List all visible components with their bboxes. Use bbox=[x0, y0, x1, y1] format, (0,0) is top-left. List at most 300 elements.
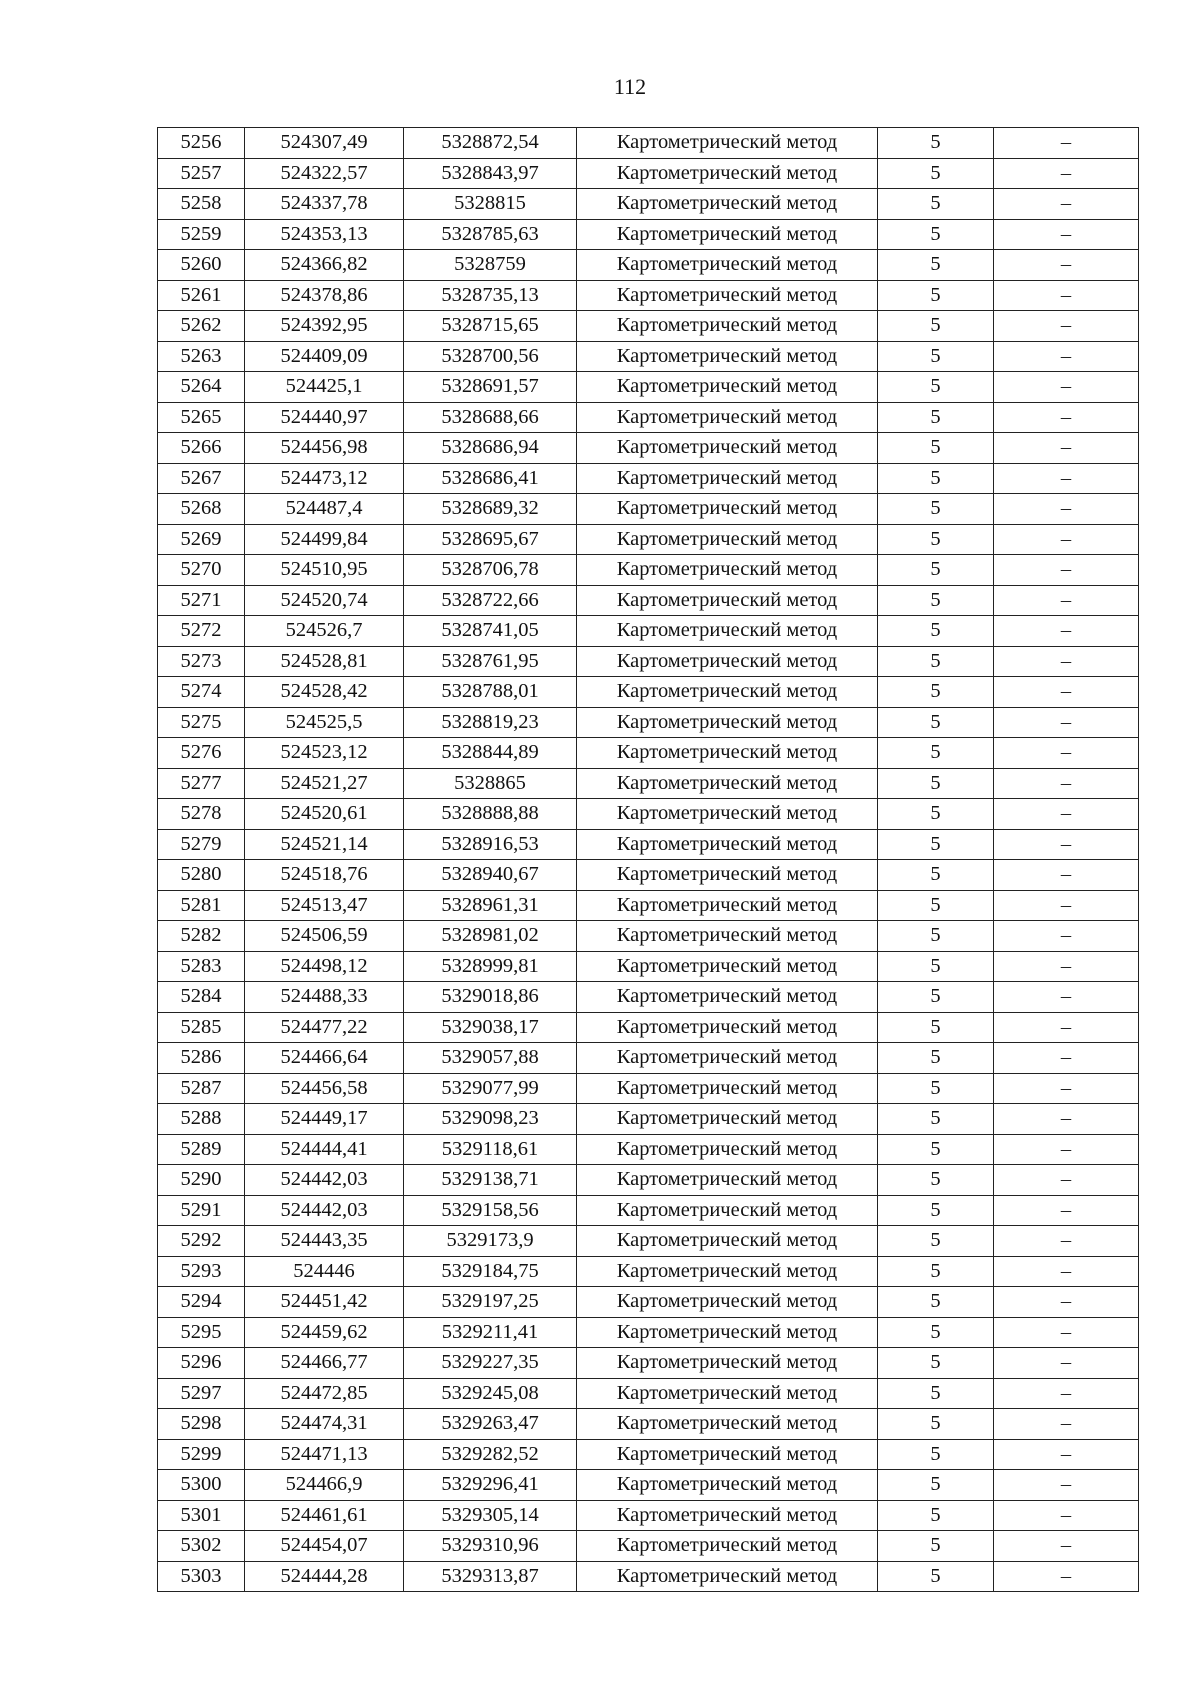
table-row bbox=[158, 1165, 1139, 1196]
note-cell: – bbox=[994, 1561, 1139, 1592]
y-coordinate-cell: 5328940,67 bbox=[404, 860, 577, 891]
x-coordinate-cell: 524473,12 bbox=[245, 463, 404, 494]
note-cell: – bbox=[994, 799, 1139, 830]
x-coordinate-cell: 524526,7 bbox=[245, 616, 404, 647]
table-row bbox=[158, 738, 1139, 769]
table-row bbox=[158, 646, 1139, 677]
page-number: 112 bbox=[613, 74, 647, 99]
accuracy-cell: 5 bbox=[878, 1256, 994, 1287]
point-number-cell: 5297 bbox=[158, 1378, 245, 1409]
method-cell: Картометрический метод bbox=[577, 585, 878, 616]
accuracy-cell: 5 bbox=[878, 128, 994, 159]
x-coordinate-cell: 524499,84 bbox=[245, 524, 404, 555]
x-coordinate-cell: 524425,1 bbox=[245, 372, 404, 403]
accuracy-cell: 5 bbox=[878, 951, 994, 982]
y-coordinate-cell: 5329296,41 bbox=[404, 1470, 577, 1501]
x-coordinate-cell: 524456,58 bbox=[245, 1073, 404, 1104]
table-row bbox=[158, 555, 1139, 586]
note-cell: – bbox=[994, 1104, 1139, 1135]
y-coordinate-cell: 5329197,25 bbox=[404, 1287, 577, 1318]
accuracy-cell: 5 bbox=[878, 1561, 994, 1592]
table-row bbox=[158, 128, 1139, 159]
point-number-cell: 5265 bbox=[158, 402, 245, 433]
point-number-cell: 5282 bbox=[158, 921, 245, 952]
x-coordinate-cell: 524449,17 bbox=[245, 1104, 404, 1135]
point-number-cell: 5267 bbox=[158, 463, 245, 494]
point-number-cell: 5273 bbox=[158, 646, 245, 677]
method-cell: Картометрический метод bbox=[577, 1500, 878, 1531]
y-coordinate-cell: 5329098,23 bbox=[404, 1104, 577, 1135]
y-coordinate-cell: 5328761,95 bbox=[404, 646, 577, 677]
method-cell: Картометрический метод bbox=[577, 158, 878, 189]
note-cell: – bbox=[994, 1195, 1139, 1226]
accuracy-cell: 5 bbox=[878, 555, 994, 586]
note-cell: – bbox=[994, 1378, 1139, 1409]
note-cell: – bbox=[994, 1287, 1139, 1318]
point-number-cell: 5284 bbox=[158, 982, 245, 1013]
point-number-cell: 5264 bbox=[158, 372, 245, 403]
y-coordinate-cell: 5328691,57 bbox=[404, 372, 577, 403]
note-cell: – bbox=[994, 1073, 1139, 1104]
method-cell: Картометрический метод bbox=[577, 433, 878, 464]
point-number-cell: 5269 bbox=[158, 524, 245, 555]
note-cell: – bbox=[994, 951, 1139, 982]
table-row bbox=[158, 1134, 1139, 1165]
table-row bbox=[158, 829, 1139, 860]
x-coordinate-cell: 524443,35 bbox=[245, 1226, 404, 1257]
table-row bbox=[158, 1378, 1139, 1409]
note-cell: – bbox=[994, 738, 1139, 769]
table-row bbox=[158, 402, 1139, 433]
table-row bbox=[158, 1287, 1139, 1318]
note-cell: – bbox=[994, 1500, 1139, 1531]
x-coordinate-cell: 524521,14 bbox=[245, 829, 404, 860]
method-cell: Картометрический метод bbox=[577, 890, 878, 921]
method-cell: Картометрический метод bbox=[577, 646, 878, 677]
method-cell: Картометрический метод bbox=[577, 860, 878, 891]
method-cell: Картометрический метод bbox=[577, 372, 878, 403]
note-cell: – bbox=[994, 402, 1139, 433]
y-coordinate-cell: 5329158,56 bbox=[404, 1195, 577, 1226]
note-cell: – bbox=[994, 1012, 1139, 1043]
table-row bbox=[158, 616, 1139, 647]
table-row bbox=[158, 1104, 1139, 1135]
x-coordinate-cell: 524477,22 bbox=[245, 1012, 404, 1043]
table-row bbox=[158, 1226, 1139, 1257]
note-cell: – bbox=[994, 1134, 1139, 1165]
y-coordinate-cell: 5328916,53 bbox=[404, 829, 577, 860]
y-coordinate-cell: 5328741,05 bbox=[404, 616, 577, 647]
x-coordinate-cell: 524444,41 bbox=[245, 1134, 404, 1165]
note-cell: – bbox=[994, 646, 1139, 677]
method-cell: Картометрический метод bbox=[577, 555, 878, 586]
x-coordinate-cell: 524506,59 bbox=[245, 921, 404, 952]
method-cell: Картометрический метод bbox=[577, 524, 878, 555]
y-coordinate-cell: 5328715,65 bbox=[404, 311, 577, 342]
table-row bbox=[158, 677, 1139, 708]
note-cell: – bbox=[994, 1226, 1139, 1257]
method-cell: Картометрический метод bbox=[577, 799, 878, 830]
table-row bbox=[158, 1561, 1139, 1592]
note-cell: – bbox=[994, 1531, 1139, 1562]
note-cell: – bbox=[994, 524, 1139, 555]
note-cell: – bbox=[994, 219, 1139, 250]
accuracy-cell: 5 bbox=[878, 768, 994, 799]
y-coordinate-cell: 5329184,75 bbox=[404, 1256, 577, 1287]
x-coordinate-cell: 524378,86 bbox=[245, 280, 404, 311]
accuracy-cell: 5 bbox=[878, 1226, 994, 1257]
table-body bbox=[158, 128, 1139, 1592]
note-cell: – bbox=[994, 677, 1139, 708]
method-cell: Картометрический метод bbox=[577, 1226, 878, 1257]
method-cell: Картометрический метод bbox=[577, 768, 878, 799]
note-cell: – bbox=[994, 555, 1139, 586]
y-coordinate-cell: 5329245,08 bbox=[404, 1378, 577, 1409]
table-row bbox=[158, 524, 1139, 555]
y-coordinate-cell: 5329263,47 bbox=[404, 1409, 577, 1440]
x-coordinate-cell: 524461,61 bbox=[245, 1500, 404, 1531]
accuracy-cell: 5 bbox=[878, 1287, 994, 1318]
method-cell: Картометрический метод bbox=[577, 1165, 878, 1196]
point-number-cell: 5279 bbox=[158, 829, 245, 860]
note-cell: – bbox=[994, 1043, 1139, 1074]
point-number-cell: 5303 bbox=[158, 1561, 245, 1592]
accuracy-cell: 5 bbox=[878, 1470, 994, 1501]
y-coordinate-cell: 5328788,01 bbox=[404, 677, 577, 708]
point-number-cell: 5271 bbox=[158, 585, 245, 616]
point-number-cell: 5287 bbox=[158, 1073, 245, 1104]
note-cell: – bbox=[994, 707, 1139, 738]
point-number-cell: 5272 bbox=[158, 616, 245, 647]
point-number-cell: 5286 bbox=[158, 1043, 245, 1074]
accuracy-cell: 5 bbox=[878, 1134, 994, 1165]
method-cell: Картометрический метод bbox=[577, 829, 878, 860]
y-coordinate-cell: 5329313,87 bbox=[404, 1561, 577, 1592]
accuracy-cell: 5 bbox=[878, 1073, 994, 1104]
accuracy-cell: 5 bbox=[878, 1439, 994, 1470]
table-row bbox=[158, 494, 1139, 525]
method-cell: Картометрический метод bbox=[577, 1317, 878, 1348]
point-number-cell: 5296 bbox=[158, 1348, 245, 1379]
accuracy-cell: 5 bbox=[878, 1195, 994, 1226]
table-row bbox=[158, 1439, 1139, 1470]
x-coordinate-cell: 524440,97 bbox=[245, 402, 404, 433]
x-coordinate-cell: 524444,28 bbox=[245, 1561, 404, 1592]
accuracy-cell: 5 bbox=[878, 189, 994, 220]
y-coordinate-cell: 5328843,97 bbox=[404, 158, 577, 189]
accuracy-cell: 5 bbox=[878, 1317, 994, 1348]
table-row bbox=[158, 982, 1139, 1013]
accuracy-cell: 5 bbox=[878, 799, 994, 830]
point-number-cell: 5291 bbox=[158, 1195, 245, 1226]
point-number-cell: 5302 bbox=[158, 1531, 245, 1562]
point-number-cell: 5276 bbox=[158, 738, 245, 769]
table-row bbox=[158, 463, 1139, 494]
y-coordinate-cell: 5329057,88 bbox=[404, 1043, 577, 1074]
method-cell: Картометрический метод bbox=[577, 982, 878, 1013]
point-number-cell: 5293 bbox=[158, 1256, 245, 1287]
y-coordinate-cell: 5328819,23 bbox=[404, 707, 577, 738]
method-cell: Картометрический метод bbox=[577, 1378, 878, 1409]
method-cell: Картометрический метод bbox=[577, 1409, 878, 1440]
accuracy-cell: 5 bbox=[878, 250, 994, 281]
x-coordinate-cell: 524366,82 bbox=[245, 250, 404, 281]
note-cell: – bbox=[994, 768, 1139, 799]
accuracy-cell: 5 bbox=[878, 1012, 994, 1043]
table-row bbox=[158, 219, 1139, 250]
y-coordinate-cell: 5329018,86 bbox=[404, 982, 577, 1013]
note-cell: – bbox=[994, 1470, 1139, 1501]
accuracy-cell: 5 bbox=[878, 646, 994, 677]
table-row bbox=[158, 1256, 1139, 1287]
y-coordinate-cell: 5329282,52 bbox=[404, 1439, 577, 1470]
x-coordinate-cell: 524518,76 bbox=[245, 860, 404, 891]
coordinates-table bbox=[157, 127, 1139, 1592]
accuracy-cell: 5 bbox=[878, 280, 994, 311]
y-coordinate-cell: 5329211,41 bbox=[404, 1317, 577, 1348]
y-coordinate-cell: 5328844,89 bbox=[404, 738, 577, 769]
y-coordinate-cell: 5328759 bbox=[404, 250, 577, 281]
method-cell: Картометрический метод bbox=[577, 951, 878, 982]
y-coordinate-cell: 5328700,56 bbox=[404, 341, 577, 372]
x-coordinate-cell: 524337,78 bbox=[245, 189, 404, 220]
y-coordinate-cell: 5328865 bbox=[404, 768, 577, 799]
accuracy-cell: 5 bbox=[878, 372, 994, 403]
x-coordinate-cell: 524392,95 bbox=[245, 311, 404, 342]
note-cell: – bbox=[994, 860, 1139, 891]
y-coordinate-cell: 5328815 bbox=[404, 189, 577, 220]
y-coordinate-cell: 5328872,54 bbox=[404, 128, 577, 159]
y-coordinate-cell: 5329305,14 bbox=[404, 1500, 577, 1531]
point-number-cell: 5259 bbox=[158, 219, 245, 250]
method-cell: Картометрический метод bbox=[577, 494, 878, 525]
point-number-cell: 5260 bbox=[158, 250, 245, 281]
x-coordinate-cell: 524353,13 bbox=[245, 219, 404, 250]
accuracy-cell: 5 bbox=[878, 890, 994, 921]
note-cell: – bbox=[994, 1256, 1139, 1287]
method-cell: Картометрический метод bbox=[577, 921, 878, 952]
accuracy-cell: 5 bbox=[878, 1409, 994, 1440]
accuracy-cell: 5 bbox=[878, 1348, 994, 1379]
point-number-cell: 5257 bbox=[158, 158, 245, 189]
accuracy-cell: 5 bbox=[878, 616, 994, 647]
x-coordinate-cell: 524520,74 bbox=[245, 585, 404, 616]
x-coordinate-cell: 524322,57 bbox=[245, 158, 404, 189]
accuracy-cell: 5 bbox=[878, 1104, 994, 1135]
x-coordinate-cell: 524513,47 bbox=[245, 890, 404, 921]
accuracy-cell: 5 bbox=[878, 219, 994, 250]
y-coordinate-cell: 5328735,13 bbox=[404, 280, 577, 311]
y-coordinate-cell: 5328686,94 bbox=[404, 433, 577, 464]
point-number-cell: 5281 bbox=[158, 890, 245, 921]
method-cell: Картометрический метод bbox=[577, 280, 878, 311]
point-number-cell: 5278 bbox=[158, 799, 245, 830]
method-cell: Картометрический метод bbox=[577, 1531, 878, 1562]
point-number-cell: 5258 bbox=[158, 189, 245, 220]
method-cell: Картометрический метод bbox=[577, 1134, 878, 1165]
point-number-cell: 5263 bbox=[158, 341, 245, 372]
y-coordinate-cell: 5329077,99 bbox=[404, 1073, 577, 1104]
x-coordinate-cell: 524456,98 bbox=[245, 433, 404, 464]
point-number-cell: 5288 bbox=[158, 1104, 245, 1135]
accuracy-cell: 5 bbox=[878, 433, 994, 464]
table-row bbox=[158, 189, 1139, 220]
x-coordinate-cell: 524307,49 bbox=[245, 128, 404, 159]
method-cell: Картометрический метод bbox=[577, 402, 878, 433]
method-cell: Картометрический метод bbox=[577, 311, 878, 342]
accuracy-cell: 5 bbox=[878, 1043, 994, 1074]
accuracy-cell: 5 bbox=[878, 738, 994, 769]
y-coordinate-cell: 5329173,9 bbox=[404, 1226, 577, 1257]
table-row bbox=[158, 860, 1139, 891]
note-cell: – bbox=[994, 250, 1139, 281]
accuracy-cell: 5 bbox=[878, 707, 994, 738]
method-cell: Картометрический метод bbox=[577, 1073, 878, 1104]
point-number-cell: 5261 bbox=[158, 280, 245, 311]
method-cell: Картометрический метод bbox=[577, 1012, 878, 1043]
point-number-cell: 5275 bbox=[158, 707, 245, 738]
method-cell: Картометрический метод bbox=[577, 1287, 878, 1318]
table-row bbox=[158, 433, 1139, 464]
accuracy-cell: 5 bbox=[878, 311, 994, 342]
point-number-cell: 5299 bbox=[158, 1439, 245, 1470]
note-cell: – bbox=[994, 311, 1139, 342]
note-cell: – bbox=[994, 372, 1139, 403]
y-coordinate-cell: 5328688,66 bbox=[404, 402, 577, 433]
x-coordinate-cell: 524498,12 bbox=[245, 951, 404, 982]
method-cell: Картометрический метод bbox=[577, 1104, 878, 1135]
accuracy-cell: 5 bbox=[878, 1500, 994, 1531]
note-cell: – bbox=[994, 616, 1139, 647]
method-cell: Картометрический метод bbox=[577, 1256, 878, 1287]
method-cell: Картометрический метод bbox=[577, 1439, 878, 1470]
x-coordinate-cell: 524488,33 bbox=[245, 982, 404, 1013]
note-cell: – bbox=[994, 1409, 1139, 1440]
x-coordinate-cell: 524442,03 bbox=[245, 1165, 404, 1196]
point-number-cell: 5289 bbox=[158, 1134, 245, 1165]
y-coordinate-cell: 5328961,31 bbox=[404, 890, 577, 921]
table-row bbox=[158, 585, 1139, 616]
method-cell: Картометрический метод bbox=[577, 677, 878, 708]
point-number-cell: 5295 bbox=[158, 1317, 245, 1348]
x-coordinate-cell: 524466,64 bbox=[245, 1043, 404, 1074]
note-cell: – bbox=[994, 982, 1139, 1013]
table-row bbox=[158, 1317, 1139, 1348]
x-coordinate-cell: 524409,09 bbox=[245, 341, 404, 372]
x-coordinate-cell: 524528,81 bbox=[245, 646, 404, 677]
note-cell: – bbox=[994, 463, 1139, 494]
point-number-cell: 5262 bbox=[158, 311, 245, 342]
method-cell: Картометрический метод bbox=[577, 707, 878, 738]
x-coordinate-cell: 524487,4 bbox=[245, 494, 404, 525]
table-row bbox=[158, 280, 1139, 311]
y-coordinate-cell: 5329118,61 bbox=[404, 1134, 577, 1165]
note-cell: – bbox=[994, 1165, 1139, 1196]
accuracy-cell: 5 bbox=[878, 494, 994, 525]
table-row bbox=[158, 372, 1139, 403]
point-number-cell: 5266 bbox=[158, 433, 245, 464]
y-coordinate-cell: 5328888,88 bbox=[404, 799, 577, 830]
note-cell: – bbox=[994, 189, 1139, 220]
accuracy-cell: 5 bbox=[878, 921, 994, 952]
table-row bbox=[158, 250, 1139, 281]
point-number-cell: 5268 bbox=[158, 494, 245, 525]
x-coordinate-cell: 524471,13 bbox=[245, 1439, 404, 1470]
point-number-cell: 5270 bbox=[158, 555, 245, 586]
method-cell: Картометрический метод bbox=[577, 616, 878, 647]
y-coordinate-cell: 5328999,81 bbox=[404, 951, 577, 982]
table-row bbox=[158, 1348, 1139, 1379]
x-coordinate-cell: 524466,77 bbox=[245, 1348, 404, 1379]
point-number-cell: 5301 bbox=[158, 1500, 245, 1531]
point-number-cell: 5283 bbox=[158, 951, 245, 982]
note-cell: – bbox=[994, 280, 1139, 311]
x-coordinate-cell: 524474,31 bbox=[245, 1409, 404, 1440]
y-coordinate-cell: 5329227,35 bbox=[404, 1348, 577, 1379]
table-row bbox=[158, 1470, 1139, 1501]
method-cell: Картометрический метод bbox=[577, 1348, 878, 1379]
table-row bbox=[158, 1195, 1139, 1226]
note-cell: – bbox=[994, 921, 1139, 952]
table-row bbox=[158, 768, 1139, 799]
method-cell: Картометрический метод bbox=[577, 738, 878, 769]
point-number-cell: 5292 bbox=[158, 1226, 245, 1257]
accuracy-cell: 5 bbox=[878, 1378, 994, 1409]
x-coordinate-cell: 524442,03 bbox=[245, 1195, 404, 1226]
table-row bbox=[158, 890, 1139, 921]
table-row bbox=[158, 1500, 1139, 1531]
note-cell: – bbox=[994, 433, 1139, 464]
method-cell: Картометрический метод bbox=[577, 1561, 878, 1592]
table-row bbox=[158, 341, 1139, 372]
note-cell: – bbox=[994, 158, 1139, 189]
method-cell: Картометрический метод bbox=[577, 463, 878, 494]
note-cell: – bbox=[994, 1348, 1139, 1379]
method-cell: Картометрический метод bbox=[577, 341, 878, 372]
point-number-cell: 5285 bbox=[158, 1012, 245, 1043]
accuracy-cell: 5 bbox=[878, 1165, 994, 1196]
x-coordinate-cell: 524466,9 bbox=[245, 1470, 404, 1501]
point-number-cell: 5290 bbox=[158, 1165, 245, 1196]
point-number-cell: 5280 bbox=[158, 860, 245, 891]
note-cell: – bbox=[994, 494, 1139, 525]
accuracy-cell: 5 bbox=[878, 402, 994, 433]
accuracy-cell: 5 bbox=[878, 829, 994, 860]
x-coordinate-cell: 524525,5 bbox=[245, 707, 404, 738]
note-cell: – bbox=[994, 1317, 1139, 1348]
y-coordinate-cell: 5329310,96 bbox=[404, 1531, 577, 1562]
table-row bbox=[158, 921, 1139, 952]
point-number-cell: 5274 bbox=[158, 677, 245, 708]
y-coordinate-cell: 5328785,63 bbox=[404, 219, 577, 250]
x-coordinate-cell: 524451,42 bbox=[245, 1287, 404, 1318]
accuracy-cell: 5 bbox=[878, 677, 994, 708]
x-coordinate-cell: 524521,27 bbox=[245, 768, 404, 799]
note-cell: – bbox=[994, 1439, 1139, 1470]
accuracy-cell: 5 bbox=[878, 341, 994, 372]
x-coordinate-cell: 524523,12 bbox=[245, 738, 404, 769]
accuracy-cell: 5 bbox=[878, 463, 994, 494]
note-cell: – bbox=[994, 585, 1139, 616]
x-coordinate-cell: 524454,07 bbox=[245, 1531, 404, 1562]
method-cell: Картометрический метод bbox=[577, 250, 878, 281]
table-row bbox=[158, 1073, 1139, 1104]
table-row bbox=[158, 1043, 1139, 1074]
accuracy-cell: 5 bbox=[878, 524, 994, 555]
y-coordinate-cell: 5329138,71 bbox=[404, 1165, 577, 1196]
method-cell: Картометрический метод bbox=[577, 128, 878, 159]
accuracy-cell: 5 bbox=[878, 158, 994, 189]
